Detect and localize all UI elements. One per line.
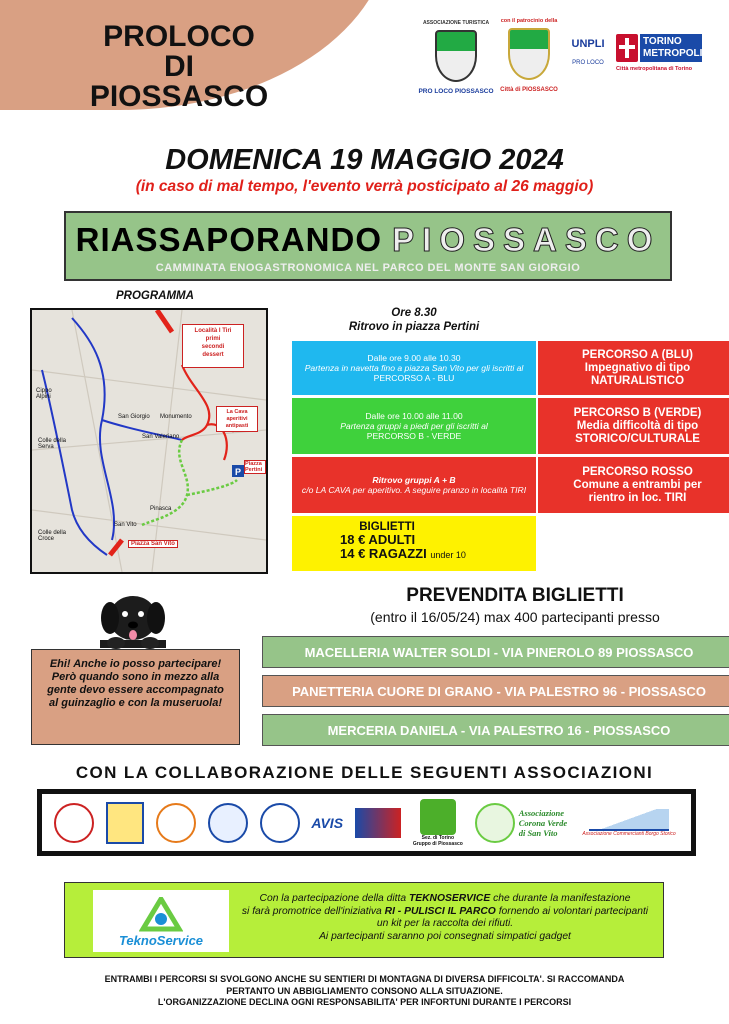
organizer-line1: PROLOCO: [103, 20, 255, 53]
tickets-box: [292, 516, 536, 571]
map-label: aperitivi: [226, 416, 248, 422]
organizer-line2: DI PIOSSASCO: [89, 50, 269, 113]
route-difficulty: Media difficoltà di tipo: [576, 419, 699, 432]
associations-bar: [37, 789, 696, 856]
map-label: Cippo Alpini: [36, 388, 52, 400]
weather-note: (in caso di mal tempo, l'evento verrà posticipato al 26 maggio): [135, 178, 594, 195]
schedule-title: Dalle ore 10.00 alle 11.00: [365, 411, 463, 421]
map-label: Piazza San Vito: [128, 540, 178, 548]
sponsor-line1-pre: Con la partecipazione della ditta: [259, 893, 409, 904]
sponsor-line1-post: che durante la manifestazione: [490, 893, 631, 904]
proloco-logo: [410, 20, 502, 95]
sponsor-line3: un kit per la raccolta dei rifiuti.: [376, 918, 514, 929]
sponsor-text: [235, 893, 655, 943]
ticket-adult: 18 € ADULTI: [340, 532, 416, 547]
unpli-logo: [568, 38, 608, 66]
event-banner: [64, 211, 672, 281]
schedule-text: Partenza in navetta fino a piazza San Vito per gli iscritti al: [304, 363, 524, 373]
schedule-text: Partenza gruppi a piedi per gli iscritti al: [340, 421, 488, 431]
commercianti-text: Associazione Commercianti Borgo Storico: [582, 830, 676, 837]
route-name: PERCORSO A (BLU): [582, 348, 693, 361]
unpli-text: UNPLI: [571, 38, 605, 50]
footer-disclaimer: [0, 974, 729, 1009]
map-label-tiri: [182, 324, 244, 368]
patrocinio-text: con il patrocinio della: [500, 18, 558, 24]
schedule-title: Dalle ore 9.00 alle 10.30: [367, 353, 461, 363]
route-name: PERCORSO B (VERDE): [573, 406, 702, 419]
map-label: Pinasca: [150, 506, 172, 512]
map-label: dessert: [202, 352, 224, 358]
event-date: DOMENICA 19 MAGGIO 2024: [165, 144, 564, 176]
torino-line2: METROPOLI: [643, 48, 703, 59]
event-title-main: RIASSAPORANDO: [75, 221, 382, 258]
assoc-filarmonica-logo: [260, 803, 300, 843]
map-label: secondi: [201, 344, 225, 350]
route-box-b: [538, 398, 729, 454]
assoc-protezione-civile-logo: [106, 802, 144, 844]
event-title-outline: PIOSSASCO: [392, 221, 661, 258]
footer-line3: L'ORGANIZZAZIONE DECLINA OGNI RESPONSABILITA' PER INFORTUNI DURANTE I PERCORSI: [157, 997, 572, 1007]
assoc-ciancia-logo: [54, 803, 94, 843]
sponsor-initiative: RI - PULISCI IL PARCO: [384, 905, 496, 917]
assoc-commercianti-logo: [579, 809, 679, 837]
map-label: Monumento: [160, 414, 192, 420]
shop-2: PANETTERIA CUORE DI GRANO - VIA PALESTRO 96 - PIOSSASCO: [262, 675, 729, 707]
sponsor-line4: Ai partecipanti saranno poi consegnati simpatici gadget: [319, 930, 571, 942]
sponsor-line2-pre: si farà promotrice dell'iniziativa: [241, 905, 385, 917]
schedule-box-blue: [292, 341, 536, 395]
assoc-agesci-logo: [208, 803, 248, 843]
svg-text:P: P: [235, 467, 242, 477]
corona-line1: Associazione: [518, 807, 565, 818]
dog-note-text: Ehi! Anche io posso partecipare! Però quando sono in mezzo alla gente devo essere accompagnato al guinzaglio e con la museruola!: [47, 658, 224, 709]
presale-subtitle: (entro il 16/05/24) max 400 partecipanti presso: [370, 609, 660, 625]
tickets-title: BIGLIETTI: [359, 521, 415, 533]
event-title: [66, 221, 670, 259]
recycle-icon: [139, 897, 183, 933]
route-difficulty: Impegnativo di tipo: [584, 361, 691, 374]
ticket-kids: 14 € RAGAZZI: [340, 546, 427, 561]
route-box-a: [538, 341, 729, 395]
start-time: Ore 8.30: [391, 307, 437, 319]
route-map: [30, 308, 268, 574]
map-label: Colle della Croce: [38, 530, 67, 542]
map-label: San Giorgio: [118, 414, 150, 420]
ana-line2: Gruppo di Piossasco: [412, 840, 463, 847]
schedule-box-red: [292, 457, 536, 513]
map-label: primi: [205, 336, 221, 342]
start-info: [292, 306, 536, 334]
map-label-cava: [216, 406, 258, 432]
collaboration-title: CON LA COLLABORAZIONE DELLE SEGUENTI ASSOCIAZIONI: [75, 763, 654, 782]
schedule-text: c/o LA CAVA per aperitivo. A seguire pranzo in località TIRI: [301, 485, 527, 495]
map-label: antipasti: [225, 423, 249, 429]
corona-line2: Corona Verde: [518, 817, 568, 828]
torino-flag-icon: [616, 34, 638, 62]
proloco-shield-icon: [435, 30, 477, 82]
shop-1: MACELLERIA WALTER SOLDI - VIA PINEROLO 89 PIOSSASCO: [262, 636, 729, 668]
footer-line2: PERTANTO UN ABBIGLIAMENTO CONSONO ALLA SITUAZIONE.: [226, 985, 503, 996]
map-label: San Vito: [114, 522, 137, 528]
sponsor-line2-post: fornendo ai volontari partecipanti: [495, 905, 649, 917]
map-label: Colle della Serva: [38, 438, 67, 450]
assoc-musicanto-logo: [355, 808, 401, 838]
torino-metropoli-logo: [616, 34, 704, 82]
route-name: PERCORSO ROSSO: [582, 465, 693, 478]
sponsor-box: [64, 882, 664, 958]
start-place: Ritrovo in piazza Pertini: [348, 321, 480, 333]
citta-logo: [490, 18, 568, 93]
ticket-kids-note: under 10: [430, 550, 466, 560]
assoc-aib-logo: [156, 803, 196, 843]
proloco-logo-top: ASSOCIAZIONE TURISTICA: [422, 20, 490, 26]
assoc-ana-logo: [413, 799, 463, 847]
event-subtitle: CAMMINATA ENOGASTRONOMICA NEL PARCO DEL MONTE SAN GIORGIO: [155, 262, 581, 274]
proloco-caption: PRO LOCO PIOSSASCO: [418, 88, 494, 95]
organizer-title: [74, 22, 284, 112]
route-type: STORICO/CULTURALE: [575, 432, 700, 445]
sponsor-name: TEKNOSERVICE: [408, 893, 491, 904]
map-label: Località I Tiri: [194, 328, 232, 334]
footer-line1: ENTRAMBI I PERCORSI SI SVOLGONO ANCHE SU SENTIERI DI MONTAGNA DI DIVERSA DIFFICOLTA'. SI RACCOMANDA: [104, 974, 625, 984]
ana-line1: Sez. di Torino: [421, 834, 455, 841]
route-type: rientro in loc. TIRI: [588, 491, 687, 504]
route-box-red: [538, 457, 729, 513]
torino-caption: Città metropolitana di Torino: [616, 66, 693, 72]
route-difficulty: Comune a entrambi per: [573, 478, 702, 491]
corona-line3: di San Vito: [518, 827, 558, 838]
citta-shield-icon: [508, 28, 550, 80]
citta-caption: Città di PIOSSASCO: [500, 87, 558, 93]
assoc-corona-verde-logo: [475, 803, 567, 843]
torino-line1: TORINO: [643, 36, 682, 47]
schedule-route: PERCORSO A - BLU: [373, 373, 455, 383]
shop-3: MERCERIA DANIELA - VIA PALESTRO 16 - PIOSSASCO: [262, 714, 729, 746]
schedule-route: PERCORSO B - VERDE: [366, 431, 462, 441]
schedule-box-green: [292, 398, 536, 454]
unpli-sub: PRO LOCO: [572, 60, 604, 66]
map-label: Piazza Pertini: [244, 460, 266, 474]
teknoservice-logo-text: TeknoService: [118, 933, 204, 948]
presale-title: PREVENDITA BIGLIETTI: [406, 585, 624, 606]
schedule-title: Ritrovo gruppi A + B: [372, 475, 456, 485]
dog-icon: [96, 588, 170, 650]
program-label: PROGRAMMA: [116, 290, 194, 302]
map-label: San Valeriano: [142, 434, 180, 440]
teknoservice-logo: [93, 890, 229, 952]
assoc-avis-logo: [311, 815, 343, 831]
dog-note: [31, 649, 240, 745]
route-type: NATURALISTICO: [590, 374, 685, 387]
avis-text: AVIS: [311, 814, 344, 831]
map-label: La Cava: [226, 409, 248, 415]
